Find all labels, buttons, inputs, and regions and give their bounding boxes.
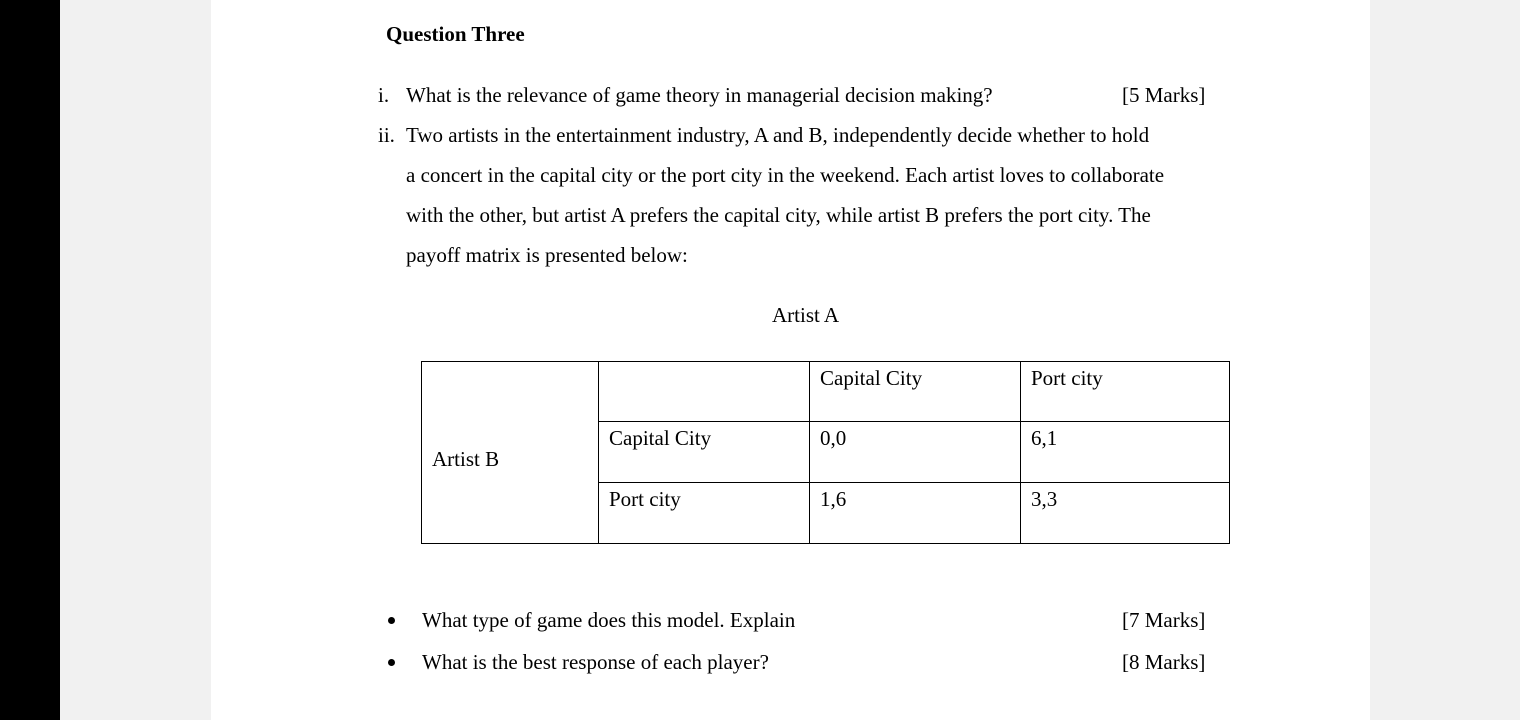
column-player-label: Artist A: [772, 303, 840, 327]
document-page: [211, 0, 1370, 720]
question-ii-line-1: Two artists in the entertainment industry, A and B, independently decide whether to hold: [406, 123, 1150, 147]
empty-corner-cell: [599, 362, 810, 422]
payoff-cell: 0,0: [810, 422, 1021, 483]
bullet-question-2-marks: [8 Marks]: [1122, 650, 1206, 674]
question-ii-line-3: with the other, but artist A prefers the capital city, while artist B prefers the port city. The: [406, 203, 1151, 227]
bullet-icon: [388, 659, 395, 666]
bullet-question-1: What type of game does this model. Explain: [422, 608, 796, 632]
row-header-cell: Port city: [599, 483, 810, 544]
row-player-cell: [422, 362, 599, 544]
row-player-label: Artist B: [432, 447, 500, 471]
table-header-row: [422, 362, 1230, 422]
bullet-icon: [388, 617, 395, 624]
viewer-left-margin: [0, 0, 60, 720]
payoff-cell: 3,3: [1021, 483, 1230, 544]
row-header-cell: Capital City: [599, 422, 810, 483]
bullet-question-2: What is the best response of each player?: [422, 650, 769, 674]
question-heading: Question Three: [386, 22, 525, 46]
question-i-number: i.: [378, 83, 390, 107]
question-ii-line-2: a concert in the capital city or the port city in the weekend. Each artist loves to collaborate: [406, 163, 1165, 187]
column-header-cell: Port city: [1021, 362, 1230, 422]
bullet-question-1-marks: [7 Marks]: [1122, 608, 1206, 632]
payoff-matrix-table: [421, 361, 1230, 544]
question-ii-number: ii.: [378, 123, 395, 147]
question-ii-line-4: payoff matrix is presented below:: [406, 243, 688, 267]
payoff-cell: 6,1: [1021, 422, 1230, 483]
question-i-marks: [5 Marks]: [1122, 83, 1206, 107]
column-header-cell: Capital City: [810, 362, 1021, 422]
payoff-cell: 1,6: [810, 483, 1021, 544]
question-i-text: What is the relevance of game theory in managerial decision making?: [406, 83, 993, 107]
